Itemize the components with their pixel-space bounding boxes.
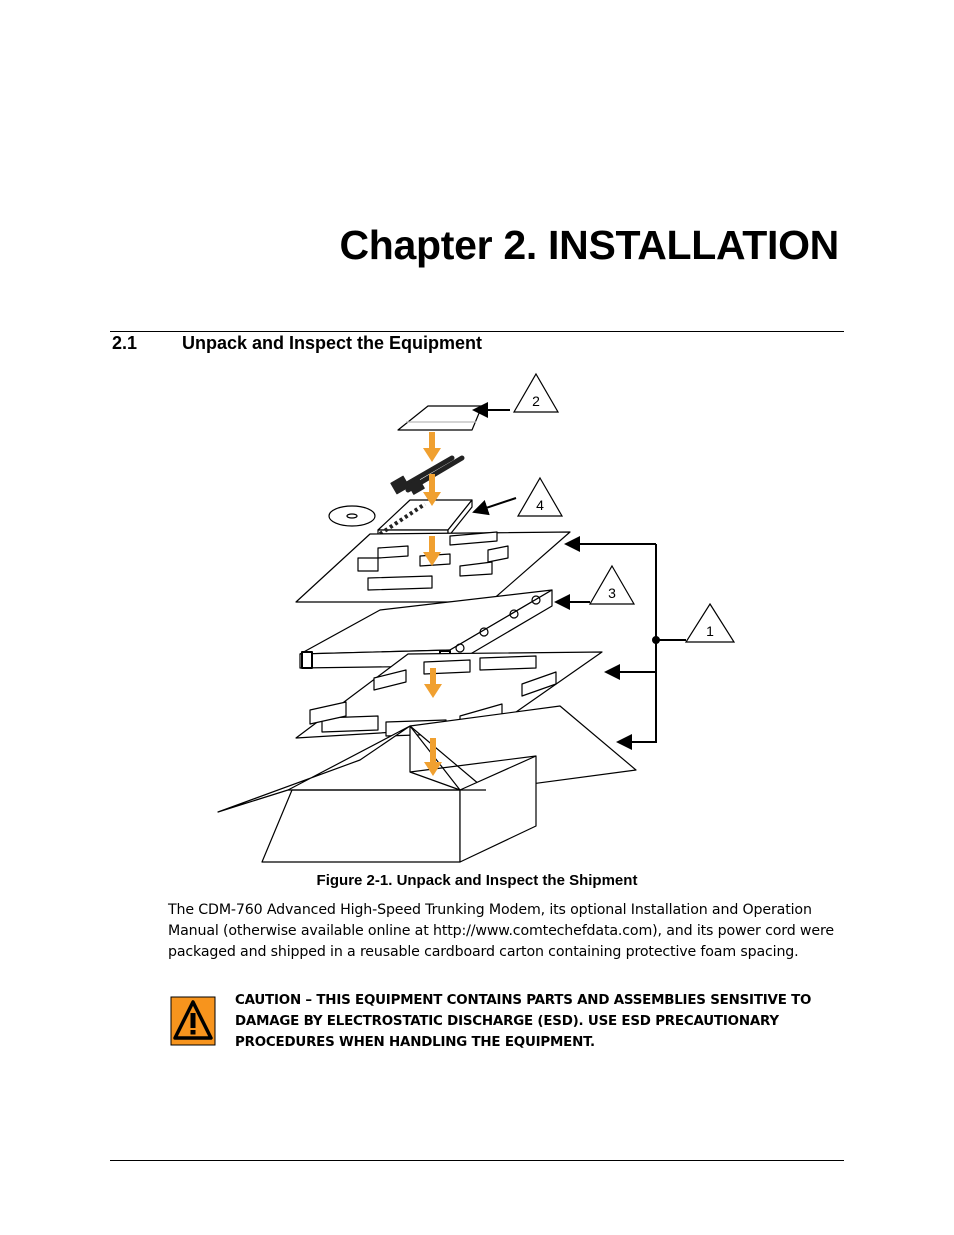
carton-box bbox=[218, 706, 636, 862]
section-title: Unpack and Inspect the Equipment bbox=[182, 333, 483, 353]
section-rule bbox=[110, 331, 844, 332]
section-number: 2.1 bbox=[112, 333, 138, 353]
callout-4-label: 4 bbox=[536, 497, 544, 513]
footer-rule bbox=[110, 1160, 844, 1161]
callout-3-label: 3 bbox=[608, 585, 616, 601]
section-heading bbox=[112, 333, 482, 354]
unpack-diagram bbox=[210, 366, 750, 866]
figure-caption: Figure 2-1. Unpack and Inspect the Shipment bbox=[316, 872, 638, 889]
power-cord bbox=[391, 458, 462, 494]
caution-text: CAUTION – THIS EQUIPMENT CONTAINS PARTS AND ASSEMBLIES SENSITIVE TO DAMAGE BY ELECTROSTATIC DISCHARGE (ESD). USE ESD PRECAUTIONARY PROCEDURES WHEN HANDLING THE EQUIPMENT. bbox=[235, 993, 812, 1050]
unpack-figure bbox=[210, 366, 750, 866]
manual-document bbox=[398, 406, 482, 430]
body-paragraph: The CDM-760 Advanced High-Speed Trunking Modem, its optional Installation and Operation Manual (otherwise available online at http://www.comtechefdata.com), and its power cord were packaged and shipped in a reusable cardboard carton containing protective foam spacing. bbox=[168, 902, 834, 960]
cd-disc bbox=[329, 506, 375, 526]
accessory-box bbox=[378, 500, 472, 537]
callout-2-label: 2 bbox=[532, 393, 540, 409]
warning-triangle-icon bbox=[170, 996, 216, 1046]
chapter-title: Chapter 2. INSTALLATION bbox=[339, 222, 839, 268]
callout-1-label: 1 bbox=[706, 623, 714, 639]
